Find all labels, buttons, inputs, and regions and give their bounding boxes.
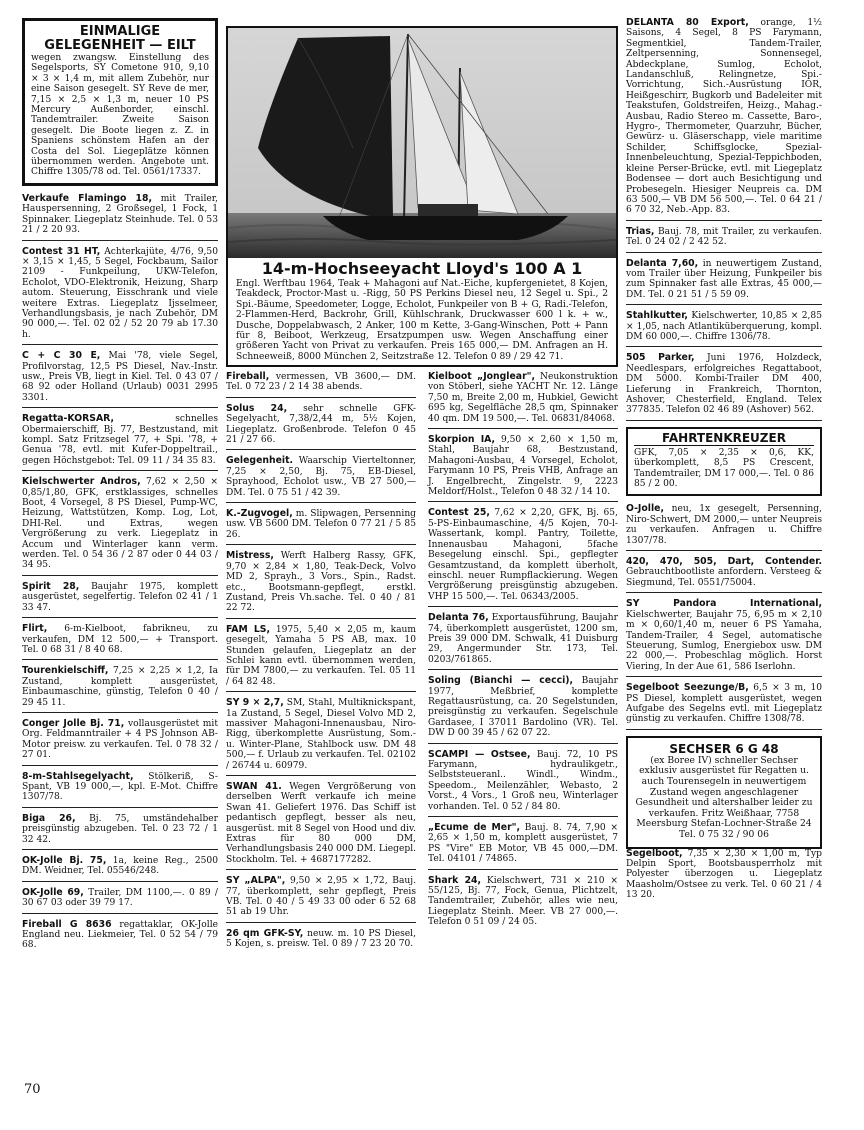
classified-ad — [22, 772, 218, 808]
ad-text: (ex Boree IV) schneller Sechser exklusiv ausgerüstet für Regatten u. auch Tourensegeln in neuwertigem Zustand wegen angeschlagener Gesundheit und altershalber leider zu verkaufen. Fritz Weißhaar, 7758 Meersburg Stefan-Lochner-Straße 24 Tel. 0 75 32 / 90 06 — [635, 754, 813, 840]
classified-ad — [22, 194, 218, 241]
ad-text: Kielschwerter, Baujahr 75, 6,95 m × 2,10 m × 0,60/1,40 m, neuer 6 PS Yamaha, Tandem-Trailer, 4 Segel, automatische Steuerung, Sumlog, Energiebox usw. DM 22 000,—. Probeschlag möglich. Horst Viering, In der Aue 61, 586 Iserlohn. — [626, 609, 822, 672]
classified-ad — [428, 676, 618, 743]
classified-ad — [22, 624, 218, 660]
classified-ad — [226, 929, 416, 954]
ad-text: 7,62 × 2,20, GFK, Bj. 65, 5-PS-Einbaumaschine, 4/5 Kojen, 70-l-Wassertank, kompl. Pantry, Toilette, Innenausbau Mahagoni, 5fache Besegelung einschl. Spi., gepflegter Gesamtzustand, da komplett überholt, einschl. neuer Rumpflackierung. Wegen Vergrößerung preisgünstig abzugeben. VHP 15 500,—. Tel. 06343/2005. — [428, 508, 618, 602]
classified-ad — [626, 311, 822, 347]
ad-text: wegen zwangsw. Einstellung des Segelsports, SY Cometone 910, 9,10 × 3 × 1,4 m, mit allem Zubehör, nur eine Saison gesegelt. SY Reve de mer, 7,15 × 2,5 × 1,3 m, neuer 10 PS Mercury Außenborder, einschl. Tandemtrailer. Zweite Saison gesegelt. Die Boote liegen z. Z. in Spaniens schönstem Hafen an der Costa del Sol. Liegeplätze können übernommen werden. Angebote unt. Chiffre 1305/78 od. Tel. 0561/17337. — [31, 53, 209, 178]
ad-text: neu, 1x gesegelt, Persenning, Niro-Schwert, DM 2000,— unter Neupreis zu verkaufen. Anfragen u. Chiffre 1307/78. — [626, 504, 822, 546]
ad-text: Exportausführung, Baujahr 74, überkomplett ausgerüstet, 1200 sm, Preis 39 000 DM. Schwalk, 41 Duisburg 29, Angermunder Str. 173, Tel. 0203/761865. — [428, 613, 618, 665]
classified-ad — [226, 551, 416, 618]
feature-text: Engl. Werftbau 1964, Teak + Mahagoni auf Nat.-Eiche, kupfergenietet, 8 Kojen, Teakdeck, Proctor-Mast u. -Rigg, 50 PS Perkins Diesel neu, 12 Segel u. Spi., 2 Spi.-Bäume, Speedometer, Logge, Echolot, Funkpeiler von B + G, Radi.-Telefon, 2-Flammen-Herd, Backrohr, Grill, Kühlschrank, Druckwasser 600 l k. + w., Dusche, Doppelabwasch, 2 Anker, 100 m Kette, 3-Gang-Winschen, Pott + Pann für 8, Beiboot, Werkzeug, Ersatzpumpen usw. Wegen Anschaffung einer größeren Yacht von Privat zu verkaufen. Preis 165 000,— DM. Anfragen an H. Schneeweiß, 8000 München 2, Seitzstraße 12. Telefon 0 89 / 29 42 71. — [236, 279, 608, 362]
ad-lead: Biga 26, — [22, 812, 76, 824]
classified-ad — [626, 259, 822, 306]
ad-lead: Kielschwerter Andros, — [22, 476, 141, 488]
ad-text: SM, Stahl, Multiknickspant, 1a Zustand, 5 Segel, Diesel Volvo MD 2, massiver Mahagoni-Innenausbau, Niro-Rigg, überkomplette Ausrüstung, Som.- u. Winter-Plane, Stahlbock usw. DM 48 500,— f. Urlaub zu verkaufen. Tel. 02102 / 26744 u. 60979. — [226, 698, 416, 771]
ad-lead: Segelboot, — [626, 847, 683, 859]
ad-text: Baujahr 1975, komplett ausgerüstet, segelfertig. Telefon 02 41 / 1 33 47. — [22, 581, 218, 613]
ad-lead: DELANTA 80 Export, — [626, 17, 749, 28]
column-2 — [226, 372, 416, 960]
yacht-photo — [228, 28, 616, 258]
ad-text: 7,35 × 2,30 × 1,00 m, Typ Delpin Sport, Bootsbausperrholz mit Polyester überzogen u. Liegeplatz Maasholm/Ostsee zu verk. Tel. 0 60 21 / 4 13 20. — [626, 848, 822, 901]
ad-lead: Mistress, — [226, 550, 274, 562]
classified-ad — [226, 404, 416, 451]
ad-lead: OK-Jolle Bj. 75, — [22, 855, 107, 866]
feature-ad — [226, 26, 618, 367]
classified-ad — [22, 856, 218, 882]
column-1 — [22, 18, 218, 961]
classified-ad — [428, 876, 618, 932]
ad-lead: Delanta 76, — [428, 612, 489, 624]
classified-ad — [428, 372, 618, 429]
classified-ad — [226, 782, 416, 870]
classified-ad — [226, 876, 416, 923]
ad-text: regattaklar, OK-Jolle England neu. Liekmeier, Tel. 0 52 54 / 79 68. — [22, 919, 218, 951]
classified-ad — [626, 683, 822, 730]
page-number: 70 — [24, 1082, 41, 1097]
ad-text: 7,25 × 2,25 × 1,2, Ia Zustand, komplett ausgerüstet, Einbaumaschine, günstig, Telefon 0 40 / 29 45 11. — [22, 666, 218, 708]
ad-text: 1a, keine Reg., 2500 DM. Weidner, Tel. 05546/248. — [22, 856, 218, 877]
ad-text: 9,50 × 2,95 × 1,72, Bauj. 77, überkomplett, sehr gepflegt, Preis VB. Tel. 0 40 / 5 49 33 00 oder 6 52 68 51 ab 19 Uhr. — [226, 876, 416, 918]
ad-lead: Trias, — [626, 225, 655, 237]
boxed-ad — [626, 427, 822, 497]
ad-lead: Segelboot Seezunge/B, — [626, 682, 749, 694]
ad-text: m. Slipwagen, Persenning usw. VB 5600 DM. Telefon 0 77 21 / 5 85 26. — [226, 509, 416, 540]
ad-text: 7,62 × 2,50 × 0,85/1,80, GFK, erstklassiges, schnelles Boot, 4 Vorsegel, 8 PS Diesel, Pump-WC, Heizung, Wattstützen, Komp. Log, Lot, DHI-Rel. und Extras, wegen Vergrößerung zu verk. Liegeplatz in Accum und Winterlager kann verm. werden. Tel. 0 54 36 / 2 87 oder 0 44 03 / 34 95. — [22, 477, 218, 571]
classified-ad — [428, 823, 618, 870]
column-3 — [428, 372, 618, 938]
ad-text: Kielschwert, 731 × 210 × 55/125, Bj. 77, Fock, Genua, Plichtzelt, Tandemtrailer, Zubehör, alles wie neu, Liegeplatz Steinh. Meer. VB 27 000,—. Telefon 0 51 09 / 24 05. — [428, 875, 619, 928]
classified-ad — [22, 351, 218, 408]
feature-title: 14-m-Hochseeyacht Lloyd's 100 A 1 — [261, 259, 583, 278]
ad-text: neuw. m. 10 PS Diesel, 5 Kojen, s. preisw. Tel. 0 89 / 7 23 20 70. — [226, 928, 416, 950]
classified-ad — [428, 750, 618, 817]
ad-text: Bauj. 78, mit Trailer, zu verkaufen. Tel. 0 24 02 / 2 42 52. — [626, 226, 822, 248]
ad-lead: Contest 31 HT, — [22, 245, 101, 257]
classified-ad — [22, 719, 218, 766]
column-4 — [626, 18, 822, 911]
ad-lead: Kielboot „Jonglear", — [428, 371, 536, 382]
ad-lead: Tourenkielschiff, — [22, 665, 109, 677]
ad-text: Baujahr 1977, Meßbrief, komplette Regattausrüstung, ca. 20 Segelstunden, preisgünstig zu verkaufen. Segelschule Gardasee, I 37011 Bardolino (VR). Tel. DW D 00 39 45 / 62 07 22. — [428, 676, 618, 739]
ad-lead: 505 Parker, — [626, 352, 695, 364]
ad-text: Juni 1976, Holzdeck, Needlespars, erfolgreiches Regattaboot, DM 5000. Kombi-Trailer DM 400, Lieferung in Frankreich, Thornton, Ashover, Chesterfield, England. Telex 377835. Telefon 02 46 89 (Ashover) 562. — [626, 353, 822, 416]
classified-ad — [22, 888, 218, 914]
ad-text: Trailer, DM 1100,—. 0 89 / 30 67 03 oder 39 79 17. — [22, 887, 218, 909]
ad-lead: SWAN 41. — [226, 781, 282, 792]
ad-lead: 420, 470, 505, Dart, Contender. — [626, 556, 822, 568]
ad-lead: Fireball, — [226, 371, 270, 382]
classified-ad — [428, 613, 618, 670]
ad-text: Stölkeriß, S-Spant, VB 19 000,—, kpl. E-Mot. Chiffre 1307/78. — [22, 771, 218, 803]
ad-lead: SY „ALPA", — [226, 875, 286, 887]
classified-ad — [226, 625, 416, 692]
classified-ad — [626, 599, 822, 677]
ad-lead: Fireball G 8636 — [22, 918, 112, 930]
ad-text: GFK, 7,05 × 2,35 × 0,6, KK, überkomplett, 8,5 PS Crescent, Tandemtrailer, DM 17 000,—. Tel. 0 86 85 / 2 00. — [634, 447, 814, 490]
ad-text: Bauj. 72, 10 PS Farymann, hydraulikgetr., Selbststeueranl.. Windl., Windm., Speedom., Meilenzähler, Webasto, 2 Vorst., 4 Vors., 1 Groß neu, Winterlager vorhanden. Tel. 0 52 / 84 80. — [428, 749, 618, 812]
ad-text: orange, 1½ Saisons, 4 Segel, 8 PS Farymann, Segmentkiel, Tandem-Trailer, Zeltpersenning, Sonnensegel, Abdeckplane, Sumlog, Echolot, Landanschluß, Relingnetze, Spi.-Vorrichtung, Sich.-Ausrüstung IOR, Heißgeschirr, Bugkorb und Badeleiter mit Teakstufen, Goldstreifen, Heizg., Mahag.-Ausbau, Radio Stereo m. Cassette, Baro-, Hygro-, Thermometer, Quarzuhr, Bücher, Gewürz- u. Gläserschapp, viele maritime Schilder, Schiffsglocke, Spezial-Innenbeleuchtung, Spezial-Teppichboden, kleine Perser-Brücke, evtl. mit Liegeplatz Bodensee — dort auch Besichtigung und Probesegeln. Hiesiger Neupreis ca. DM 63 500,— VB DM 56 500,—. Tel. 0 64 21 / 6 70 32, Neb.-App. 83. — [626, 18, 822, 216]
ad-lead: 26 qm GFK-SY, — [226, 927, 304, 939]
classified-ad — [626, 849, 822, 905]
ad-text: in neuwertigem Zustand, vom Trailer über Heizung, Funkpeiler bis zum Spinnaker fast alle Extras, 45 000,— DM. Tel. 0 21 51 / 5 59 09. — [626, 258, 822, 300]
ad-text: 9,50 × 2,60 × 1,50 m, Stahl, Baujahr 68, Bestzustand, Mahagoni-Ausbau, 4 Vorsegel, Echolot, Farymann 10 PS, Preis VHB, Anfrage an J. Engelbrecht, Zingelstr. 9, 2223 Meldorf/Holst., Telefon 0 48 32 / 14 10. — [428, 435, 618, 498]
ad-text: 1975, 5,40 × 2,05 m, kaum gesegelt, Yamaha 5 PS AB, max. 10 Stunden gelaufen, Liegeplatz an der Schlei kann evtl. übernommen werden, für DM 7800,— zu verkaufen. Tel. 05 11 / 64 82 48. — [226, 624, 416, 687]
ad-text: Kielschwerter, 10,85 × 2,85 × 1,05, nach Atlantiküberquerung, kompl. DM 60 000,—. Chiffre 1306/78. — [626, 311, 822, 342]
ad-lead: Shark 24, — [428, 874, 482, 886]
classified-ad — [22, 414, 218, 471]
ad-text: vermessen, VB 3600,— DM. Tel. 0 72 23 / 2 14 38 abends. — [226, 372, 416, 393]
classified-ad — [626, 557, 822, 593]
classified-ad — [226, 456, 416, 503]
ad-lead: Contest 25, — [428, 507, 490, 519]
centered-ad — [626, 736, 822, 849]
ad-lead: Skorpion IA, — [428, 434, 496, 446]
classified-ad — [22, 814, 218, 850]
ad-text: Wegen Vergrößerung von derselben Werft verkaufe ich meine Swan 41. Geliefert 1976. Das Schiff ist pedantisch gepflegt, besser als neu, ausgerüst. mit 8 Segel von Hood und div. Extras für 80 000 DM, Verhandlungsbasis 240 000 DM. Liegepl. Stockholm. Tel. + 4687177282. — [226, 782, 416, 865]
ad-lead: SY Pandora International, — [626, 598, 822, 610]
ad-lead: OK-Jolle 69, — [22, 886, 84, 898]
classified-ad — [626, 504, 822, 551]
featured-box-ad — [22, 18, 218, 186]
ad-lead: Verkaufe Flamingo 18, — [22, 192, 153, 204]
ad-text: mit Trailer, Hauspersenning, 2 Großsegel, 1 Fock, 1 Spinnaker. Liegeplatz Steinhude. Tel. 0 53 21 / 2 20 93. — [22, 193, 218, 236]
classified-ad — [226, 698, 416, 776]
classified-ad — [226, 372, 416, 398]
ad-text: Waarschip Vierteltonner, 7,25 × 2,50, Bj. 75, EB-Diesel, Sprayhood, Echolot usw., VB 27 500,— DM. Tel. 0 75 51 / 42 39. — [226, 456, 416, 498]
ad-lead: Conger Jolle Bj. 71, — [22, 717, 125, 729]
ad-lead: K.-Zugvogel, — [226, 508, 293, 520]
ad-lead: Stahlkutter, — [626, 310, 688, 322]
classified-ad — [22, 477, 218, 576]
ad-lead: Soling (Bianchi — cecci), — [428, 675, 574, 687]
ad-lead: Solus 24, — [226, 402, 288, 414]
classified-ad — [626, 353, 822, 420]
ad-text: sehr schnelle GFK-Segelyacht, 7,38/2,44 m, 5½ Kojen, Liegeplatz. Großenbrode. Telefon 0 45 21 / 27 66. — [226, 403, 416, 446]
classified-ad — [626, 18, 822, 221]
ad-text: Achterkajüte, 4/76, 9,50 × 3,15 × 1,45, 5 Segel, Fockbaum, Sailor 2109 - Funkpeilung, UKW-Telefon, Echolot, VDO-Elektronik, Heizung, Sharp autom. Steuerung, Eisschrank und viele weitere Extras. Liegeplatz Ijsselmeer, Verhandlungsbasis, je nach Zubehör, DM 90 000,—. Tel. 02 02 / 52 20 79 ab 17.30 h. — [22, 246, 219, 340]
classified-ad — [22, 247, 218, 346]
classified-ad — [226, 509, 416, 545]
yacht-photo-graphic — [228, 28, 616, 258]
ad-lead: Delanta 7,60, — [626, 257, 699, 269]
ad-text: Bj. 75, umständehalber preisgünstig abzugeben. Tel. 0 23 72 / 1 32 42. — [22, 813, 218, 845]
classified-ad — [428, 508, 618, 607]
ad-lead: O-Jolle, — [626, 503, 664, 515]
ad-lead: Gelegenheit. — [226, 455, 294, 467]
ad-lead: Regatta-KORSAR, — [22, 413, 115, 425]
ad-lead: SY 9 × 2,7, — [226, 697, 284, 709]
ad-text: Werft Halberg Rassy, GFK, 9,70 × 2,84 × 1,80, Teak-Deck, Volvo MD 2, Sprayh., 3 Vors., Spin., Radst. etc., Bootsmann-gepflegt, erstkl. Zustand, Preis Vh.sache. Tel. 0 40 / 81 22 72. — [226, 551, 416, 614]
classified-ad — [22, 920, 218, 955]
ad-lead: Flirt, — [22, 623, 48, 635]
classified-ad — [428, 435, 618, 502]
ad-lead: „Ecume de Mer", — [428, 822, 521, 834]
classified-ad — [22, 666, 218, 713]
ad-headline: SECHSER 6 G 48 — [669, 741, 779, 756]
ad-lead: FAM LS, — [226, 623, 271, 635]
ad-text: Gebrauchtbootliste anfordern. Versteeg & Siegmund, Tel. 0551/75004. — [626, 567, 822, 588]
classified-ad — [22, 582, 218, 618]
ad-lead: 8-m-Stahlsegelyacht, — [22, 770, 134, 782]
ad-headline: EINMALIGE GELEGENHEIT — EILT — [44, 24, 196, 53]
ad-text: Neukonstruktion von Stöberl, siehe YACHT Nr. 12. Länge 7,50 m, Breite 2,00 m, Hubkiel, Gewicht 695 kg, Segelfläche 28,5 qm, Spinnaker 40 qm. DM 19 500,—. Tel. 06831/84068. — [428, 372, 618, 424]
ad-text: 6,5 × 3 m, 10 PS Diesel, komplett ausgerüstet, wegen Aufgabe des Segelns evtl. mit Liegeplatz günstig zu verkaufen. Chiffre 1308/78. — [626, 683, 823, 725]
ad-text: Bauj. 8. 74, 7,90 × 2,65 × 1,50 m, komplett ausgerüstet, 7 PS "Vire" EB Motor, VB 45 000,—DM. Tel. 04101 / 74865. — [428, 823, 618, 865]
ad-lead: Spirit 28, — [22, 580, 80, 592]
ad-lead: C + C 30 E, — [22, 350, 101, 362]
ad-text: 6-m-Kielboot, fabrikneu, zu verkaufen, DM 12 500,— + Transport. Tel. 0 68 31 / 8 40 68. — [22, 624, 218, 655]
classified-ad — [626, 227, 822, 253]
ad-headline: FAHRTENKREUZER — [634, 432, 814, 446]
ad-lead: SCAMPI — Ostsee, — [428, 748, 531, 760]
ad-text: Mai '78, viele Segel, Profilvorstag, 12,5 PS Diesel, Nav.-Instr. usw., Preis VB, liegt in Kiel. Tel. 0 43 07 / 68 92 oder Holland (Urlaub) 0031 2995 3301. — [22, 351, 218, 403]
ad-text: vollausgerüstet mit Org. Feldmanntrailer + 4 PS Johnson AB-Motor preisw. zu verkaufen. Tel. 0 78 32 / 27 01. — [22, 718, 218, 761]
ad-text: schnelles Obermaierschiff, Bj. 77, Bestzustand, mit kompl. Satz Fritzsegel 77, + Spi. '78, + Genua '78, evtl. mit Kufer-Doppeltrail., gegen Höchstgebot: Tel. 09 11 / 34 35 83. — [22, 414, 218, 466]
